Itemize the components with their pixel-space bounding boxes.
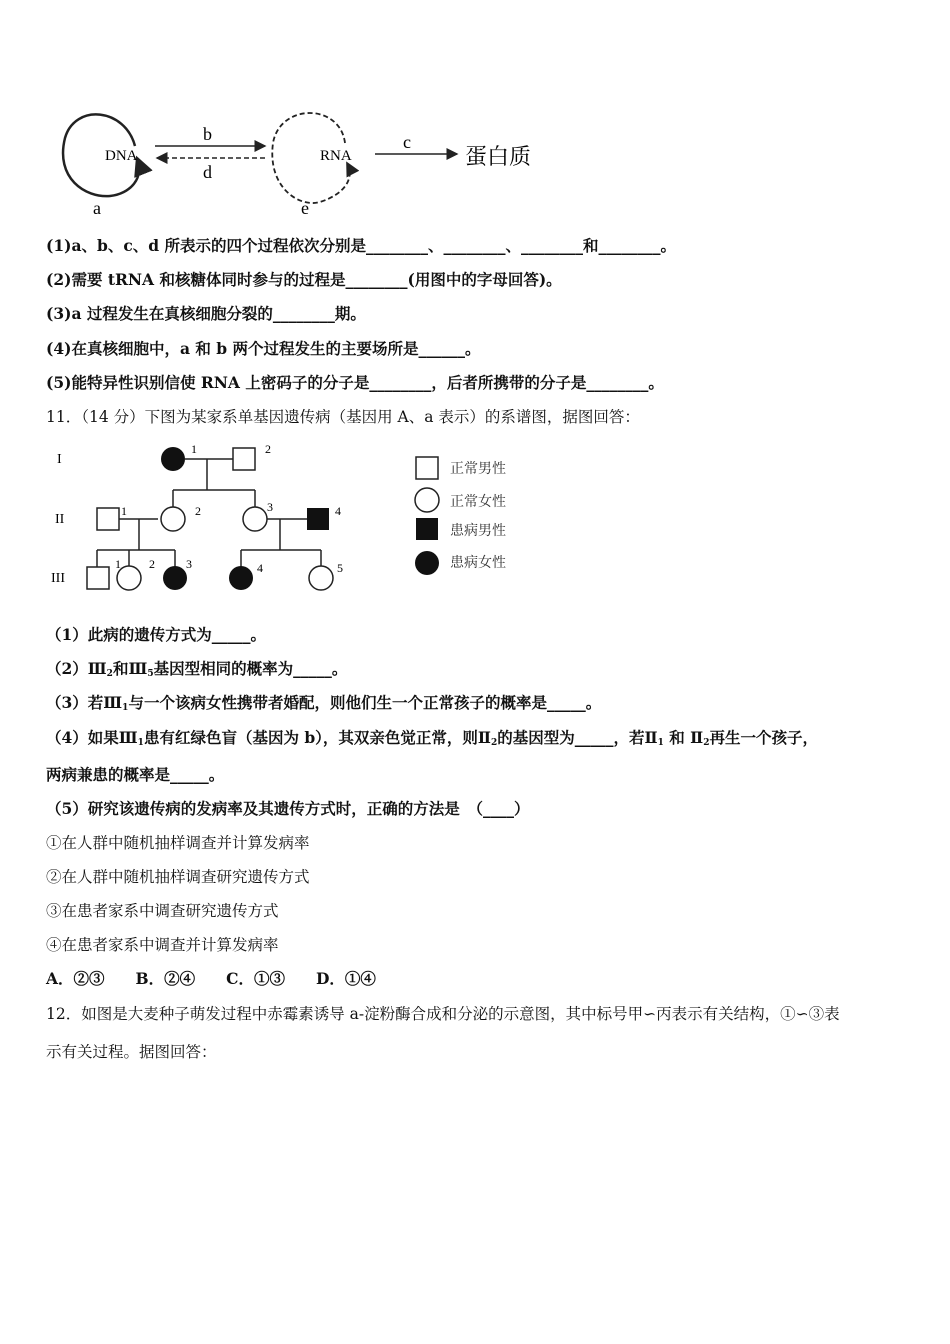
q10-part3: (3)a 过程发生在真核细胞分裂的________期。 bbox=[46, 304, 366, 323]
legend-affected-female-icon bbox=[415, 551, 439, 575]
label-a: a bbox=[93, 198, 101, 218]
q11-part2: $(2)Ⅲ_2$和$Ⅲ_5$基因型相同的概率为_____。 bbox=[46, 659, 348, 679]
II-1-normal-male bbox=[97, 508, 119, 530]
option-1: ①在人群中随机抽样调查并计算发病率 bbox=[46, 834, 310, 852]
num-III-5: 5 bbox=[337, 561, 343, 575]
protein-label: 蛋白质 bbox=[465, 144, 532, 169]
q11-part4-cont: 两病兼患的概率是_____。 bbox=[46, 765, 225, 784]
legend-affected-female: 患病女性 bbox=[450, 555, 506, 571]
gen-II-label: II bbox=[55, 512, 65, 527]
I-1-affected-female bbox=[161, 447, 185, 471]
q11-part1: （1）此病的遗传方式为_____。 bbox=[46, 625, 267, 644]
label-b: b bbox=[203, 124, 212, 144]
num-I-2: 2 bbox=[265, 442, 271, 456]
label-d: d bbox=[203, 162, 212, 182]
gen-III-label: III bbox=[51, 571, 65, 586]
num-II-3: 3 bbox=[267, 500, 273, 514]
q10-part5: (5)能特异性识别信使 RNA 上密码子的分子是________，后者所携带的分子是________。 bbox=[46, 373, 664, 392]
central-dogma-diagram bbox=[55, 98, 555, 223]
legend-normal-male-icon bbox=[416, 457, 438, 479]
pedigree-chart bbox=[45, 435, 365, 595]
q10-part4: (4)在真核细胞中，a 和 b 两个过程发生的主要场所是______。 bbox=[46, 339, 481, 358]
q12-line1: 12．如图是大麦种子萌发过程中赤霉素诱导 a-淀粉酶合成和分泌的示意图，其中标号甲∽丙表示有关结构，①∽③表 bbox=[46, 1005, 840, 1023]
num-II-4: 4 bbox=[335, 504, 341, 518]
label-c: c bbox=[403, 132, 411, 152]
rna-label: RNA bbox=[320, 148, 352, 164]
num-I-1: 1 bbox=[191, 442, 197, 456]
num-III-3: 3 bbox=[186, 557, 192, 571]
q11-header: 11．（14 分）下图为某家系单基因遗传病（基因用 A、a 表示）的系谱图，据图回答： bbox=[46, 408, 640, 426]
q12-line2: 示有关过程。据图回答： bbox=[46, 1043, 217, 1061]
legend-normal-female: 正常女性 bbox=[450, 494, 506, 510]
answer-choices: A．②③ B．②④ C．①③ D．①④ bbox=[46, 969, 376, 988]
q11-part5: （5）研究该遗传病的发病率及其遗传方式时，正确的方法是 （____） bbox=[46, 799, 530, 818]
q10-part2: (2)需要 tRNA 和核糖体同时参与的过程是________(用图中的字母回答)。 bbox=[46, 270, 562, 289]
legend-affected-male-icon bbox=[416, 518, 438, 540]
q10-part1: (1)a、b、c、d 所表示的四个过程依次分别是________、________、________和________。 bbox=[46, 236, 677, 255]
II-2-normal-female bbox=[161, 507, 185, 531]
III-4-affected-female bbox=[229, 566, 253, 590]
q11-part3: （3）若$Ⅲ_1$与一个该病女性携带者婚配，则他们生一个正常孩子的概率是_____。 bbox=[46, 693, 602, 713]
option-2: ②在人群中随机抽样调查研究遗传方式 bbox=[46, 868, 310, 886]
num-III-1: 1 bbox=[115, 557, 121, 571]
legend-normal-male: 正常男性 bbox=[450, 461, 506, 477]
label-e: e bbox=[301, 198, 309, 218]
dna-label: DNA bbox=[105, 148, 138, 164]
num-III-2: 2 bbox=[149, 557, 155, 571]
num-II-2: 2 bbox=[195, 504, 201, 518]
option-3: ③在患者家系中调查研究遗传方式 bbox=[46, 902, 279, 920]
II-3-normal-female bbox=[243, 507, 267, 531]
III-5-normal-female bbox=[309, 566, 333, 590]
num-III-4: 4 bbox=[257, 561, 263, 575]
I-2-normal-male bbox=[233, 448, 255, 470]
III-3-affected-female bbox=[163, 566, 187, 590]
option-4: ④在患者家系中调查并计算发病率 bbox=[46, 936, 279, 954]
II-4-affected-male bbox=[307, 508, 329, 530]
q11-part4: （4）如果$Ⅲ_1$患有红绿色盲（基因为 b），其双亲色觉正常，则$Ⅱ_2$的基因型为_____，若$Ⅱ_1$ 和 $Ⅱ_2$再生一个孩子， bbox=[46, 728, 818, 748]
legend-affected-male: 患病男性 bbox=[450, 523, 506, 539]
legend-normal-female-icon bbox=[415, 488, 439, 512]
III-1-normal-male bbox=[87, 567, 109, 589]
gen-I-label: I bbox=[57, 452, 62, 467]
num-II-1: 1 bbox=[121, 504, 127, 518]
